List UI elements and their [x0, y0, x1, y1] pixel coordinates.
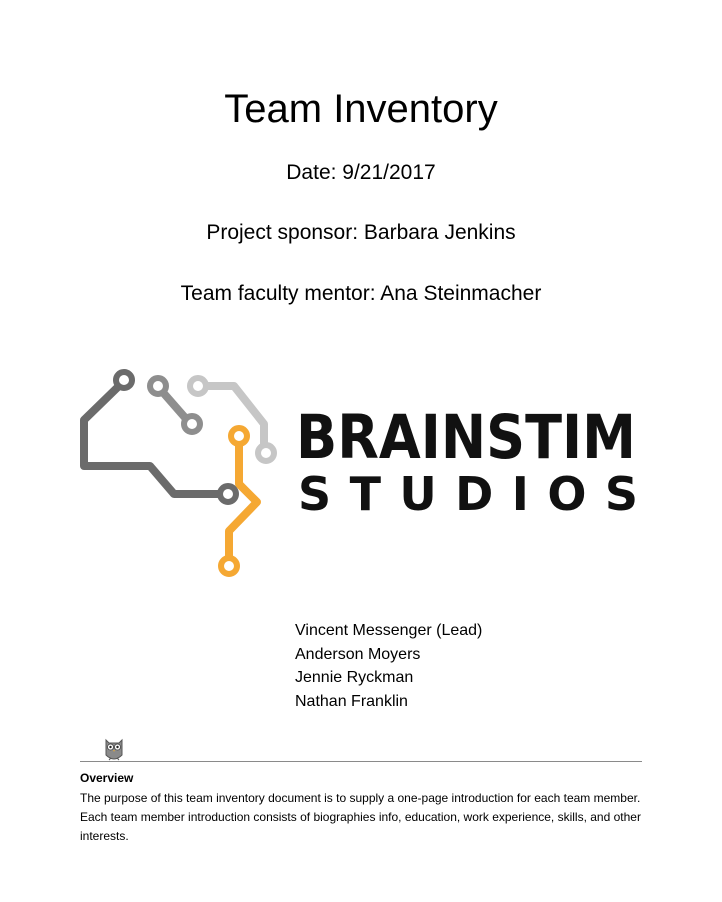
team-member: Anderson Moyers: [295, 645, 421, 663]
document-title: Team Inventory: [224, 87, 498, 131]
faculty-mentor: Team faculty mentor: Ana Steinmacher: [180, 282, 542, 305]
logo-line-2: STUDIOS: [298, 467, 638, 521]
circuit-brain-icon: [76, 366, 646, 584]
team-member: Nathan Franklin: [295, 692, 408, 710]
team-member-list: [295, 619, 482, 713]
project-sponsor: Project sponsor: Barbara Jenkins: [206, 221, 516, 244]
brainstim-studios-logo: [76, 366, 646, 584]
team-member: Vincent Messenger (Lead): [295, 622, 483, 639]
overview-paragraph: The purpose of this team inventory document is to supply a one-page introduction for each team member. Each team member introduction consists of biographies info, education, work experience, skills, and other interests.: [80, 791, 641, 843]
team-member: Jennie Ryckman: [295, 669, 414, 686]
logo-line-1: BRAINSTIM: [296, 402, 636, 473]
overview-heading: Overview: [80, 771, 134, 785]
section-divider: [80, 761, 642, 762]
document-date: Date: 9/21/2017: [286, 161, 436, 184]
owl-icon: [103, 737, 125, 763]
